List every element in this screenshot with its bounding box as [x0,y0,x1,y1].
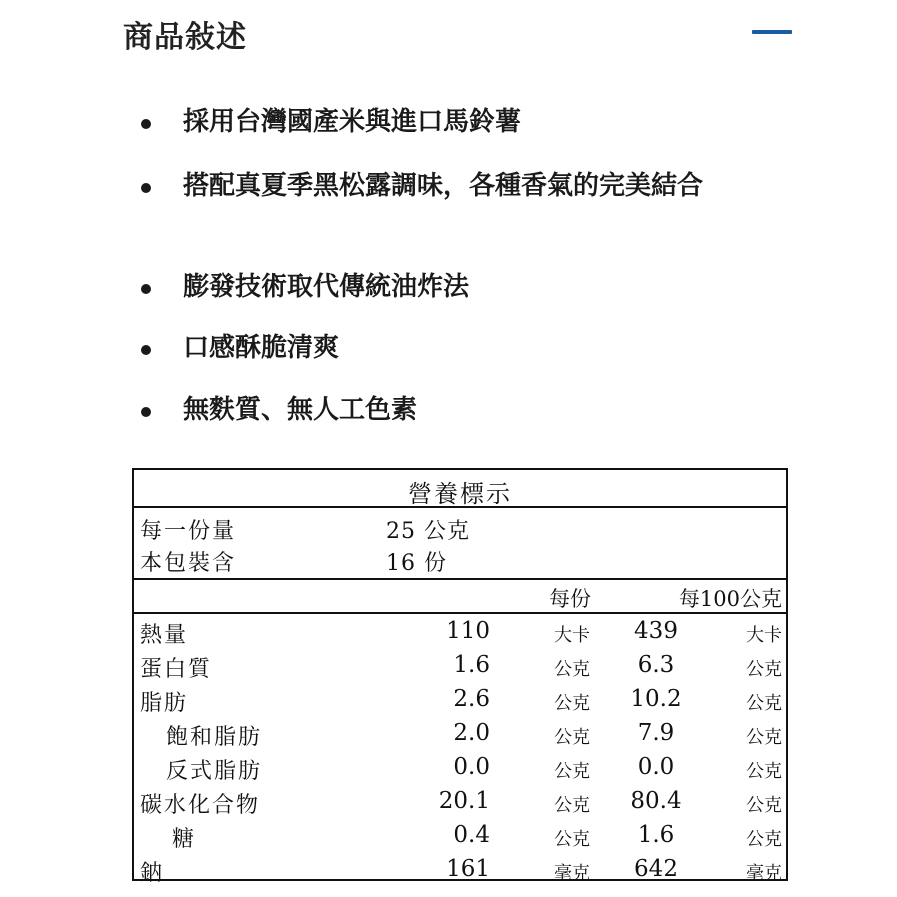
per-serving-unit: 公克 [554,727,590,748]
per-serving-value: 110 [446,618,490,644]
list-item-text: 無麩質、無人工色素 [183,395,418,425]
col-header-per-serving: 每份 [549,587,591,611]
nutrient-label: 脂肪 [140,691,189,716]
per-serving-unit: 公克 [554,659,590,680]
per-serving-value: 2.0 [453,720,490,746]
col-header-per-100g: 每100公克 [678,587,782,611]
per-100g-unit: 公克 [746,795,782,816]
per-100g-value: 6.3 [637,652,675,678]
bullet-dot-icon [141,183,151,193]
per-serving-unit: 公克 [554,795,590,816]
nutrient-label: 熱量 [140,623,189,648]
list-item-text: 採用台灣國產米與進口馬鈴薯 [183,107,522,137]
nutrition-title: 營養標示 [408,480,512,508]
serving-size-label: 每一份量 [140,519,237,544]
bullet-dot-icon [141,407,151,417]
list-item-text: 口感酥脆清爽 [183,333,340,363]
per-100g-value: 1.6 [637,822,675,848]
per-serving-value: 1.6 [453,652,490,678]
divider [134,612,786,614]
nutrient-label: 蛋白質 [140,657,213,682]
per-100g-unit: 公克 [746,693,782,714]
section-title: 商品敍述 [123,20,247,55]
bullet-dot-icon [141,345,151,355]
per-100g-value: 642 [634,856,678,882]
list-item [130,103,521,141]
per-serving-value: 0.0 [453,754,490,780]
servings-label: 本包裝含 [140,551,237,576]
list-item-text: 搭配真夏季黑松露調味，各種香氣的完美結合 [183,171,704,201]
divider [134,578,786,580]
servings-value: 16 份 [386,551,447,576]
per-100g-unit: 公克 [746,659,782,680]
per-serving-unit: 大卡 [554,625,590,646]
collapse-toggle-button[interactable] [752,22,792,44]
per-100g-value: 10.2 [630,686,682,712]
bullet-dot-icon [141,284,151,294]
per-100g-unit: 公克 [746,761,782,782]
per-100g-unit: 毫克 [746,863,782,884]
per-100g-unit: 大卡 [746,625,782,646]
nutrient-label: 飽和脂肪 [166,725,263,750]
minus-icon [752,30,792,34]
per-100g-unit: 公克 [746,829,782,850]
per-serving-value: 2.6 [453,686,490,712]
per-100g-value: 7.9 [637,720,675,746]
per-serving-unit: 公克 [554,829,590,850]
per-100g-value: 0.0 [637,754,675,780]
per-serving-unit: 公克 [554,693,590,714]
per-serving-unit: 毫克 [554,863,590,884]
nutrient-label: 糖 [172,827,197,852]
per-serving-value: 20.1 [438,788,490,814]
nutrition-label-image [132,468,788,886]
per-serving-unit: 公克 [554,761,590,782]
list-item-text: 膨發技術取代傳統油炸法 [183,272,470,302]
list-item [130,268,469,306]
list-item [130,167,753,205]
nutrient-label: 鈉 [140,861,165,886]
serving-size-value: 25 公克 [386,519,470,544]
per-serving-value: 0.4 [453,822,490,848]
nutrient-label: 反式脂肪 [166,759,263,784]
per-100g-unit: 公克 [746,727,782,748]
nutrient-label: 碳水化合物 [140,793,261,818]
per-100g-value: 439 [634,618,678,644]
list-item [130,329,339,367]
per-serving-value: 161 [446,856,490,882]
divider [134,506,786,508]
bullet-dot-icon [141,119,151,129]
per-100g-value: 80.4 [630,788,682,814]
list-item [130,391,417,429]
